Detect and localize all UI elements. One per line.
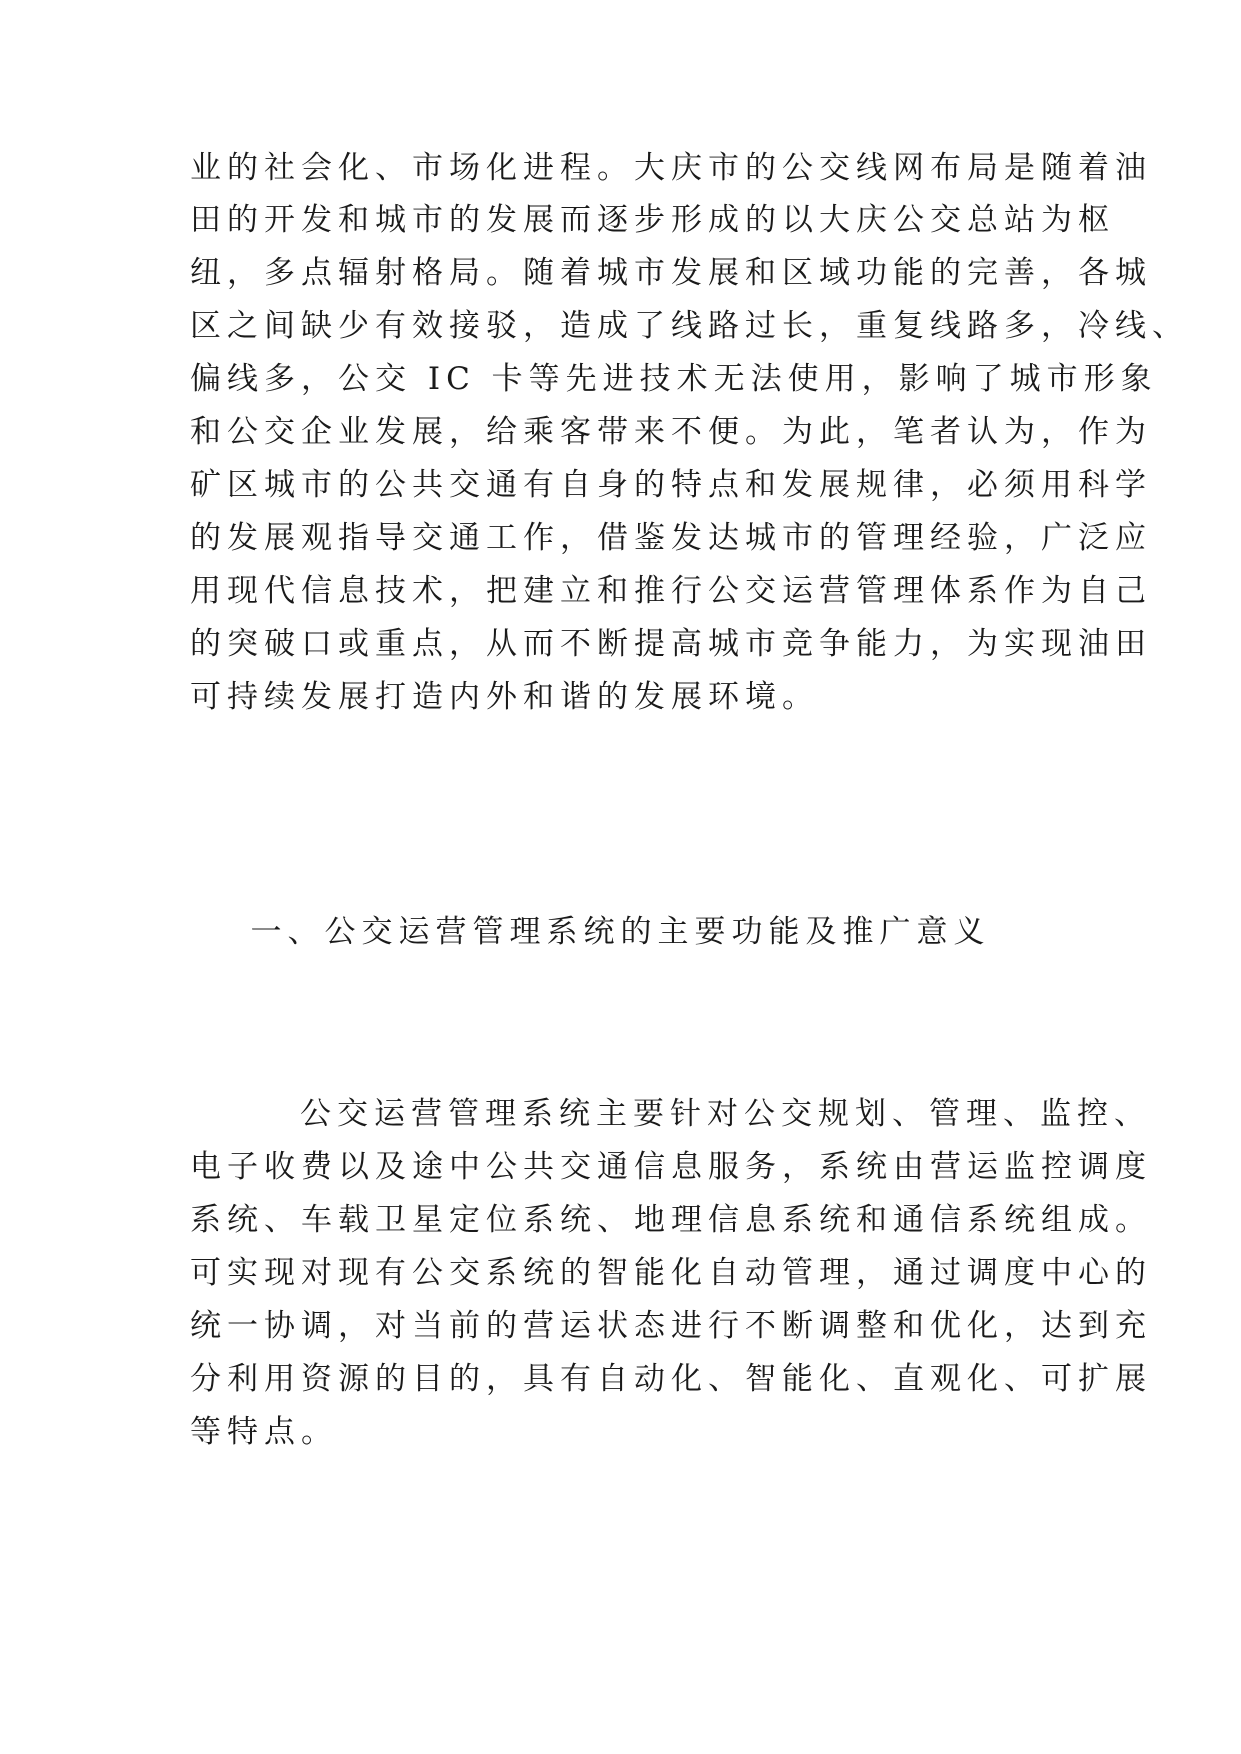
paragraph-line: 可持续发展打造内外和谐的发展环境。 <box>190 679 819 715</box>
paragraph-line: 电子收费以及途中公共交通信息服务，系统由营运监控调度 <box>190 1149 1152 1185</box>
paragraph-line: 分利用资源的目的，具有自动化、智能化、直观化、可扩展 <box>190 1361 1152 1397</box>
paragraph-line: 的发展观指导交通工作，借鉴发达城市的管理经验，广泛应 <box>190 520 1152 556</box>
section-heading: 一、公交运营管理系统的主要功能及推广意义 <box>250 914 991 950</box>
paragraph-line: 用现代信息技术，把建立和推行公交运营管理体系作为自己 <box>190 573 1152 609</box>
paragraph-line: 公交运营管理系统主要针对公交规划、管理、监控、 <box>300 1096 1151 1132</box>
paragraph-line: 可实现对现有公交系统的智能化自动管理，通过调度中心的 <box>190 1255 1152 1291</box>
paragraph-line: 系统、车载卫星定位系统、地理信息系统和通信系统组成。 <box>190 1202 1152 1238</box>
paragraph-line: 区之间缺少有效接驳，造成了线路过长，重复线路多，冷线、 <box>190 308 1189 344</box>
paragraph-line: 统一协调，对当前的营运状态进行不断调整和优化，达到充 <box>190 1308 1152 1344</box>
paragraph-line: 矿区城市的公共交通有自身的特点和发展规律，必须用科学 <box>190 467 1152 503</box>
paragraph-line: 纽，多点辐射格局。随着城市发展和区域功能的完善，各城 <box>190 255 1152 291</box>
paragraph-line: 和公交企业发展，给乘客带来不便。为此，笔者认为，作为 <box>190 414 1152 450</box>
paragraph-line: 偏线多，公交 IC 卡等先进技术无法使用，影响了城市形象 <box>190 361 1158 397</box>
paragraph-line: 的突破口或重点，从而不断提高城市竞争能力，为实现油田 <box>190 626 1152 662</box>
paragraph-line: 等特点。 <box>190 1414 338 1450</box>
paragraph-line: 田的开发和城市的发展而逐步形成的以大庆公交总站为枢 <box>190 202 1115 238</box>
paragraph-line: 业的社会化、市场化进程。大庆市的公交线网布局是随着油 <box>190 150 1152 186</box>
